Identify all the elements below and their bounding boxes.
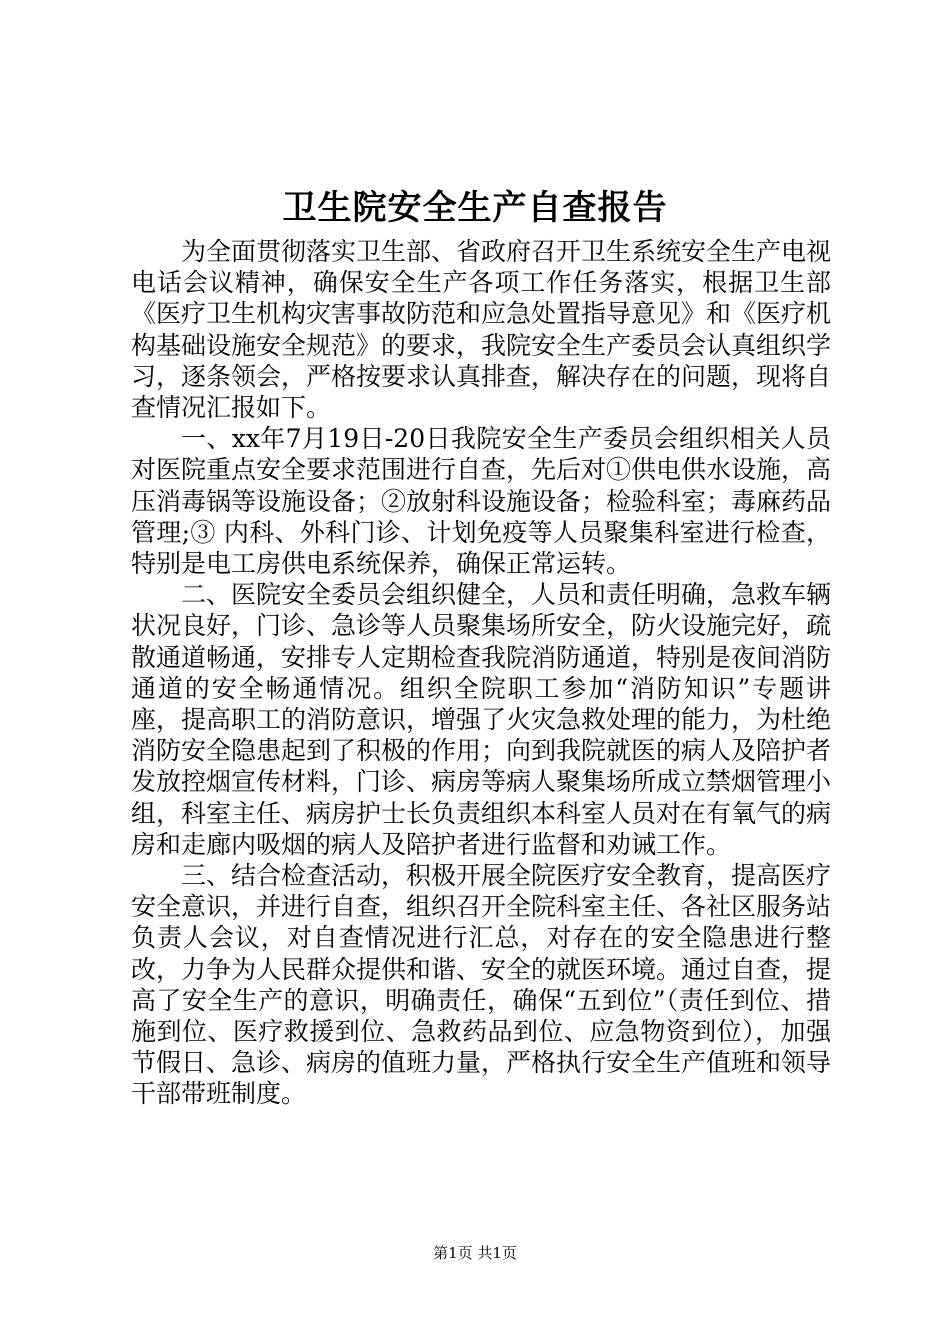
document-title: 卫生院安全生产自查报告 <box>282 188 668 228</box>
paragraph-section-1: 一、xx年7月19日-20日我院安全生产委员会组织相关人员对医院重点安全要求范围进行自查，先后对①供电供水设施，高压消毒锅等设施设备；②放射科设施设备；检验科室；毒麻药品管理;③ 内科、外科门诊、计划免疫等人员聚集科室进行检查，特别是电工房供电系统保养，确保正常运转。 <box>131 424 832 579</box>
document-body <box>131 236 831 1110</box>
page-footer: 第1页 共1页 <box>433 1244 517 1262</box>
paragraph-section-2: 二、医院安全委员会组织健全，人员和责任明确，急救车辆状况良好，门诊、急诊等人员聚集场所安全，防火设施完好，疏散通道畅通，安排专人定期检查我院消防通道，特别是夜间消防通道的安全畅通情况。组织全院职工参加“消防知识”专题讲座，提高职工的消防意识，增强了火灾急救处理的能力，为杜绝消防安全隐患起到了积极的作用；向到我院就医的病人及陪护者发放控烟宣传材料，门诊、病房等病人聚集场所成立禁烟管理小组，科室主任、病房护士长负责组织本科室人员对在有氧气的病房和走廊内吸烟的病人及陪护者进行监督和劝诫工作。 <box>131 580 832 859</box>
paragraph-intro: 为全面贯彻落实卫生部、省政府召开卫生系统安全生产电视电话会议精神，确保安全生产各项工作任务落实，根据卫生部《医疗卫生机构灾害事故防范和应急处置指导意见》和《医疗机构基础设施安全规范》的要求，我院安全生产委员会认真组织学习，逐条领会，严格按要求认真排查，解决存在的问题，现将自查情况汇报如下。 <box>131 237 832 423</box>
paragraph-section-3: 三、结合检查活动，积极开展全院医疗安全教育，提高医疗安全意识，并进行自查，组织召开全院科室主任、各社区服务站负责人会议，对自查情况进行汇总，对存在的安全隐患进行整改，力争为人民群众提供和谐、安全的就医环境。通过自查，提高了安全生产的意识，明确责任，确保“五到位”（责任到位、措施到位、医疗救援到位、急救药品到位、应急物资到位），加强节假日、急诊、病房的值班力量，严格执行安全生产值班和领导干部带班制度。 <box>131 861 832 1109</box>
